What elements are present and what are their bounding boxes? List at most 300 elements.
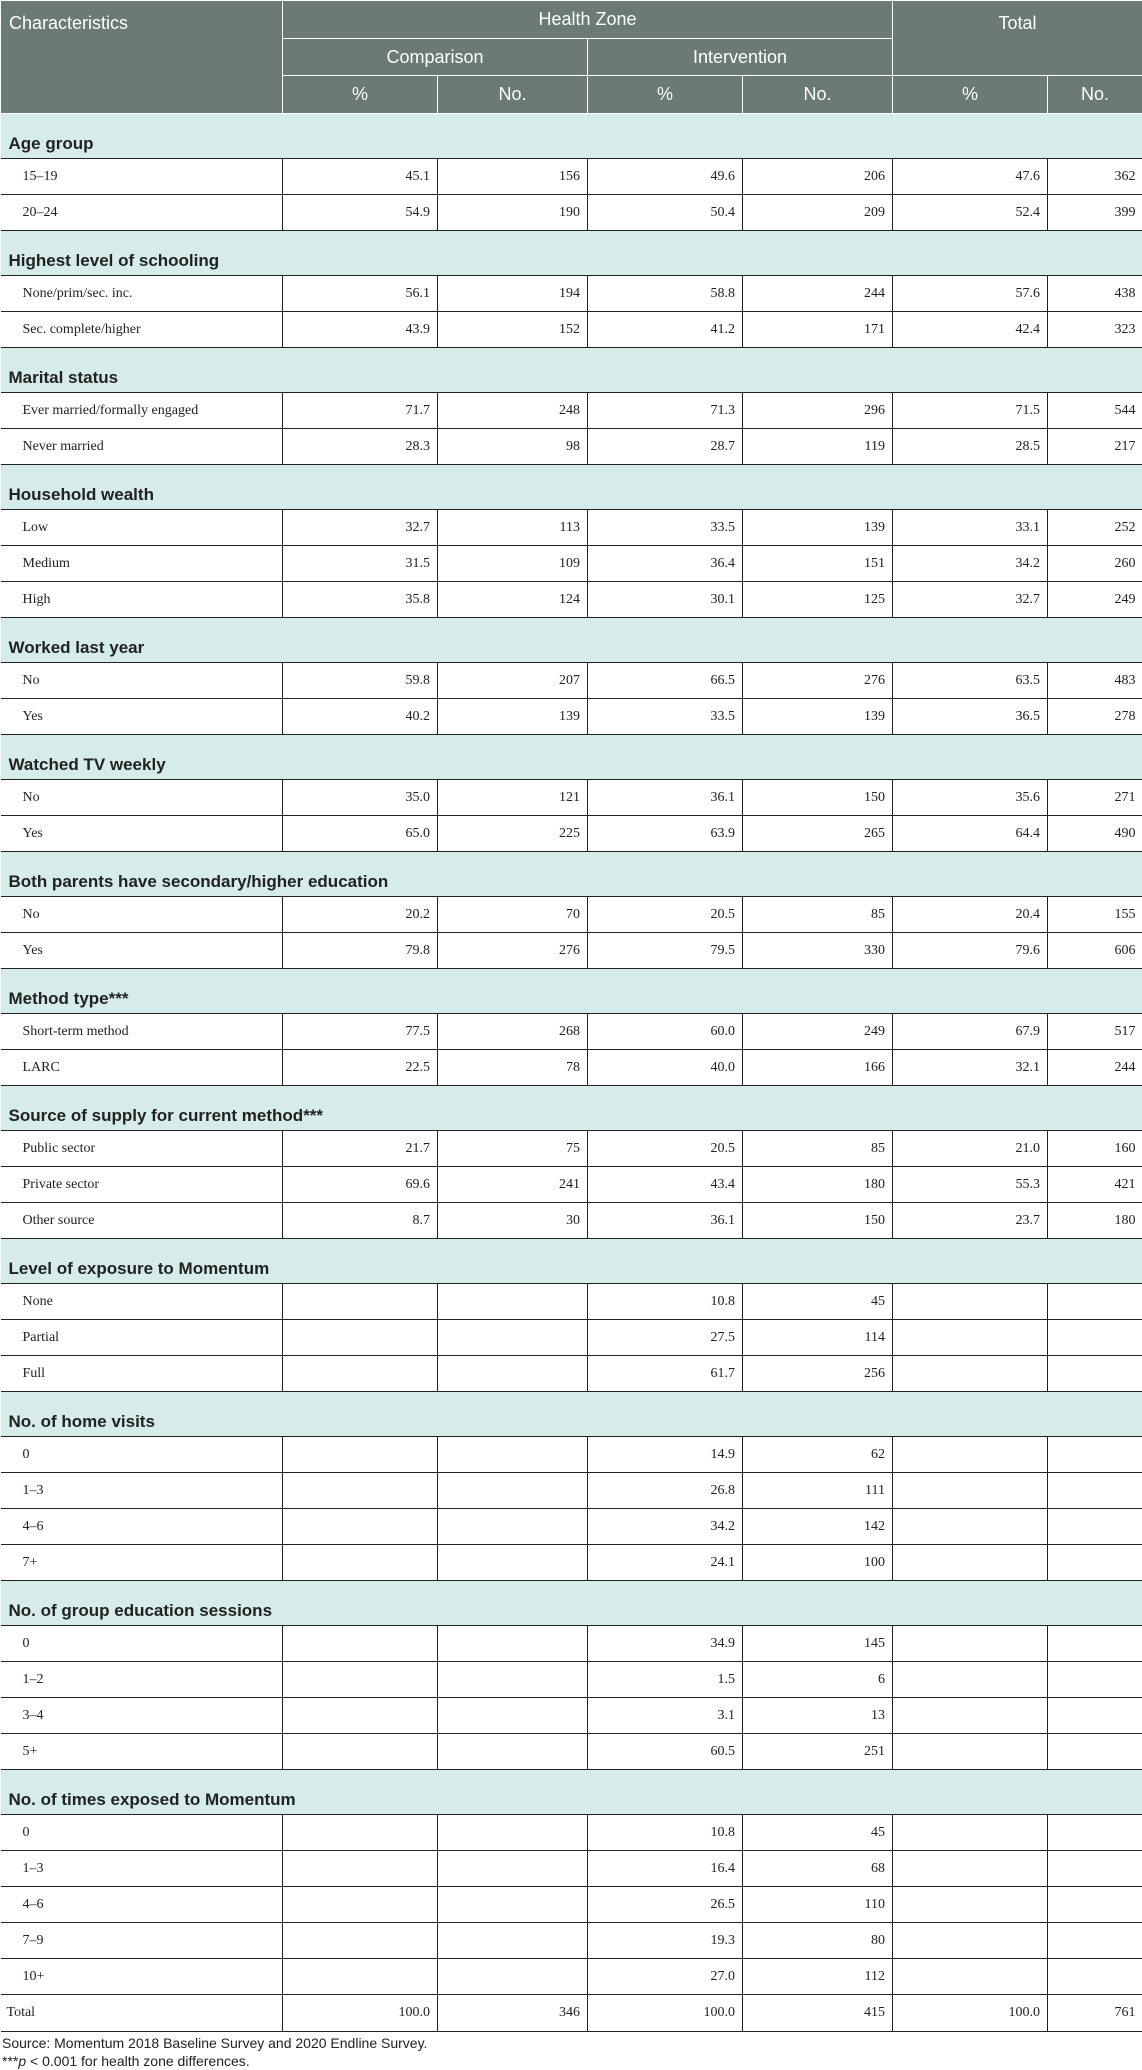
row-cell — [283, 1509, 438, 1545]
row-cell: 271 — [1048, 780, 1142, 816]
row-cell: 190 — [438, 195, 588, 231]
row-cell: 265 — [743, 816, 893, 852]
row-cell — [1048, 1923, 1142, 1959]
section-row — [1, 114, 1142, 159]
row-cell — [1048, 1851, 1142, 1887]
row-cell: 119 — [743, 429, 893, 465]
row-cell: 32.7 — [893, 582, 1048, 618]
row-cell: 62 — [743, 1437, 893, 1473]
section-row — [1, 1770, 1142, 1815]
row-cell — [893, 1509, 1048, 1545]
row-cell: 111 — [743, 1473, 893, 1509]
row-cell: 256 — [743, 1356, 893, 1392]
row-label: Yes — [1, 699, 283, 735]
row-label: Yes — [1, 933, 283, 969]
row-cell: 20.5 — [588, 897, 743, 933]
row-cell: 75 — [438, 1131, 588, 1167]
table-row — [1, 1014, 1142, 1050]
section-title: No. of times exposed to Momentum — [1, 1770, 1142, 1815]
total-cell: 100.0 — [893, 1995, 1048, 2032]
row-label: Medium — [1, 546, 283, 582]
table-row — [1, 393, 1142, 429]
row-cell — [893, 1887, 1048, 1923]
section-title: Marital status — [1, 348, 1142, 393]
table-row — [1, 1356, 1142, 1392]
row-cell — [1048, 1545, 1142, 1581]
row-cell — [283, 1698, 438, 1734]
row-cell: 20.5 — [588, 1131, 743, 1167]
row-cell: 33.5 — [588, 510, 743, 546]
row-label: Ever married/formally engaged — [1, 393, 283, 429]
row-label: High — [1, 582, 283, 618]
section-row — [1, 1581, 1142, 1626]
row-cell: 330 — [743, 933, 893, 969]
row-cell: 77.5 — [283, 1014, 438, 1050]
row-cell: 156 — [438, 159, 588, 195]
row-cell: 248 — [438, 393, 588, 429]
row-cell: 67.9 — [893, 1014, 1048, 1050]
header-comparison-pct: % — [283, 76, 438, 114]
row-cell: 260 — [1048, 546, 1142, 582]
row-cell: 249 — [743, 1014, 893, 1050]
table-notes — [0, 2034, 1142, 2070]
table-row — [1, 1203, 1142, 1239]
table-row — [1, 1437, 1142, 1473]
row-cell — [438, 1698, 588, 1734]
row-cell: 180 — [743, 1167, 893, 1203]
header-health-zone: Health Zone — [283, 1, 893, 39]
row-label: Public sector — [1, 1131, 283, 1167]
row-cell: 23.7 — [893, 1203, 1048, 1239]
row-cell: 145 — [743, 1626, 893, 1662]
total-cell: 761 — [1048, 1995, 1142, 2032]
row-cell: 33.5 — [588, 699, 743, 735]
row-cell — [893, 1473, 1048, 1509]
row-cell: 251 — [743, 1734, 893, 1770]
row-cell: 40.2 — [283, 699, 438, 735]
row-label: Short-term method — [1, 1014, 283, 1050]
section-title: Watched TV weekly — [1, 735, 1142, 780]
row-cell — [893, 1356, 1048, 1392]
row-cell: 36.4 — [588, 546, 743, 582]
row-cell: 276 — [743, 663, 893, 699]
row-cell: 10.8 — [588, 1284, 743, 1320]
row-cell: 78 — [438, 1050, 588, 1086]
row-cell: 45 — [743, 1815, 893, 1851]
row-cell: 32.1 — [893, 1050, 1048, 1086]
table-row — [1, 663, 1142, 699]
table-row — [1, 1545, 1142, 1581]
row-cell: 217 — [1048, 429, 1142, 465]
row-cell: 483 — [1048, 663, 1142, 699]
row-cell — [438, 1356, 588, 1392]
row-cell: 58.8 — [588, 276, 743, 312]
row-cell — [283, 1284, 438, 1320]
table-row — [1, 429, 1142, 465]
row-cell — [438, 1887, 588, 1923]
row-cell — [893, 1626, 1048, 1662]
row-cell: 52.4 — [893, 195, 1048, 231]
row-label: Never married — [1, 429, 283, 465]
row-cell: 21.0 — [893, 1131, 1048, 1167]
table-row — [1, 510, 1142, 546]
table-row — [1, 276, 1142, 312]
row-cell: 296 — [743, 393, 893, 429]
row-cell: 43.9 — [283, 312, 438, 348]
header-comparison: Comparison — [283, 39, 588, 76]
row-cell: 50.4 — [588, 195, 743, 231]
section-title: Highest level of schooling — [1, 231, 1142, 276]
section-row — [1, 465, 1142, 510]
row-cell: 323 — [1048, 312, 1142, 348]
table-row — [1, 159, 1142, 195]
row-cell: 249 — [1048, 582, 1142, 618]
row-cell: 244 — [1048, 1050, 1142, 1086]
row-cell: 142 — [743, 1509, 893, 1545]
row-cell — [283, 1437, 438, 1473]
row-cell: 150 — [743, 780, 893, 816]
row-cell: 151 — [743, 546, 893, 582]
row-cell: 160 — [1048, 1131, 1142, 1167]
row-cell — [283, 1356, 438, 1392]
row-cell: 30.1 — [588, 582, 743, 618]
significance-note — [2, 2052, 1142, 2070]
row-cell: 79.6 — [893, 933, 1048, 969]
row-cell: 194 — [438, 276, 588, 312]
row-cell: 71.3 — [588, 393, 743, 429]
row-cell: 399 — [1048, 195, 1142, 231]
row-label: Yes — [1, 816, 283, 852]
row-cell: 152 — [438, 312, 588, 348]
row-cell: 55.3 — [893, 1167, 1048, 1203]
row-label: None/prim/sec. inc. — [1, 276, 283, 312]
row-cell: 139 — [743, 510, 893, 546]
row-cell: 244 — [743, 276, 893, 312]
row-label: LARC — [1, 1050, 283, 1086]
row-cell — [1048, 1887, 1142, 1923]
row-cell: 57.6 — [893, 276, 1048, 312]
row-cell — [438, 1320, 588, 1356]
header-characteristics: Characteristics — [1, 1, 283, 114]
sig-stars: *** — [2, 2053, 18, 2069]
row-cell — [1048, 1815, 1142, 1851]
row-cell: 139 — [743, 699, 893, 735]
row-cell — [893, 1284, 1048, 1320]
section-title: No. of home visits — [1, 1392, 1142, 1437]
row-cell: 35.6 — [893, 780, 1048, 816]
row-cell — [283, 1923, 438, 1959]
row-label: Partial — [1, 1320, 283, 1356]
row-cell: 150 — [743, 1203, 893, 1239]
source-note: Source: Momentum 2018 Baseline Survey and 2020 Endline Survey. — [2, 2034, 1142, 2052]
header-intervention: Intervention — [588, 39, 893, 76]
row-cell — [438, 1734, 588, 1770]
row-cell: 139 — [438, 699, 588, 735]
row-cell: 3.1 — [588, 1698, 743, 1734]
row-cell: 276 — [438, 933, 588, 969]
row-cell: 36.1 — [588, 780, 743, 816]
row-cell: 209 — [743, 195, 893, 231]
row-cell: 113 — [438, 510, 588, 546]
row-cell: 61.7 — [588, 1356, 743, 1392]
row-label: Other source — [1, 1203, 283, 1239]
header-intervention-no: No. — [743, 76, 893, 114]
row-cell — [893, 1662, 1048, 1698]
row-label: No — [1, 780, 283, 816]
table-row — [1, 1851, 1142, 1887]
row-label: 0 — [1, 1437, 283, 1473]
row-cell: 28.3 — [283, 429, 438, 465]
section-row — [1, 1392, 1142, 1437]
row-cell: 166 — [743, 1050, 893, 1086]
row-cell: 110 — [743, 1887, 893, 1923]
row-cell — [438, 1923, 588, 1959]
row-cell: 180 — [1048, 1203, 1142, 1239]
table-header — [1, 1, 1142, 114]
row-label: Private sector — [1, 1167, 283, 1203]
row-cell: 22.5 — [283, 1050, 438, 1086]
row-cell — [283, 1887, 438, 1923]
section-title: Age group — [1, 114, 1142, 159]
row-cell — [283, 1473, 438, 1509]
header-intervention-pct: % — [588, 76, 743, 114]
section-title: Method type*** — [1, 969, 1142, 1014]
row-label: 10+ — [1, 1959, 283, 1995]
row-cell: 79.5 — [588, 933, 743, 969]
row-cell: 28.7 — [588, 429, 743, 465]
row-label: 0 — [1, 1815, 283, 1851]
row-cell — [438, 1662, 588, 1698]
row-cell — [283, 1959, 438, 1995]
row-cell: 20.4 — [893, 897, 1048, 933]
row-cell: 70 — [438, 897, 588, 933]
row-cell: 421 — [1048, 1167, 1142, 1203]
table-row — [1, 1050, 1142, 1086]
row-cell — [893, 1320, 1048, 1356]
row-cell: 10.8 — [588, 1815, 743, 1851]
row-label: 5+ — [1, 1734, 283, 1770]
section-title: Household wealth — [1, 465, 1142, 510]
table-row — [1, 1320, 1142, 1356]
row-cell — [893, 1437, 1048, 1473]
row-cell — [1048, 1959, 1142, 1995]
row-cell: 6 — [743, 1662, 893, 1698]
row-cell — [438, 1815, 588, 1851]
table-row — [1, 816, 1142, 852]
row-cell — [438, 1437, 588, 1473]
row-cell: 268 — [438, 1014, 588, 1050]
header-comparison-no: No. — [438, 76, 588, 114]
row-cell: 26.5 — [588, 1887, 743, 1923]
row-cell: 34.2 — [893, 546, 1048, 582]
row-cell: 21.7 — [283, 1131, 438, 1167]
row-cell — [893, 1815, 1048, 1851]
row-cell — [1048, 1356, 1142, 1392]
row-cell: 26.8 — [588, 1473, 743, 1509]
row-label: 0 — [1, 1626, 283, 1662]
row-cell — [893, 1851, 1048, 1887]
row-cell: 85 — [743, 1131, 893, 1167]
row-label: 15–19 — [1, 159, 283, 195]
row-label: 4–6 — [1, 1887, 283, 1923]
row-cell: 109 — [438, 546, 588, 582]
section-row — [1, 1239, 1142, 1284]
row-cell: 79.8 — [283, 933, 438, 969]
row-cell: 124 — [438, 582, 588, 618]
row-label: Low — [1, 510, 283, 546]
row-cell — [283, 1320, 438, 1356]
table-row — [1, 312, 1142, 348]
row-cell — [893, 1698, 1048, 1734]
sig-text: < 0.001 for health zone differences. — [26, 2053, 250, 2069]
table-row — [1, 195, 1142, 231]
row-cell: 517 — [1048, 1014, 1142, 1050]
section-row — [1, 1086, 1142, 1131]
table-row — [1, 1167, 1142, 1203]
table-body — [1, 114, 1142, 2032]
row-label: Sec. complete/higher — [1, 312, 283, 348]
row-cell: 278 — [1048, 699, 1142, 735]
row-label: 1–3 — [1, 1851, 283, 1887]
row-cell: 33.1 — [893, 510, 1048, 546]
row-cell: 544 — [1048, 393, 1142, 429]
row-cell: 64.4 — [893, 816, 1048, 852]
table-row — [1, 1815, 1142, 1851]
row-cell: 20.2 — [283, 897, 438, 933]
row-cell — [438, 1851, 588, 1887]
total-cell: 100.0 — [283, 1995, 438, 2032]
row-cell: 31.5 — [283, 546, 438, 582]
table-row — [1, 1923, 1142, 1959]
table-row — [1, 582, 1142, 618]
row-label: No — [1, 897, 283, 933]
row-cell: 24.1 — [588, 1545, 743, 1581]
row-cell: 114 — [743, 1320, 893, 1356]
row-cell: 36.1 — [588, 1203, 743, 1239]
table-row — [1, 1626, 1142, 1662]
row-cell: 34.9 — [588, 1626, 743, 1662]
row-cell: 41.2 — [588, 312, 743, 348]
row-cell: 85 — [743, 897, 893, 933]
section-row — [1, 618, 1142, 663]
row-cell — [893, 1545, 1048, 1581]
total-cell: 415 — [743, 1995, 893, 2032]
row-cell: 32.7 — [283, 510, 438, 546]
header-total-no: No. — [1048, 76, 1142, 114]
row-cell: 45.1 — [283, 159, 438, 195]
row-cell: 14.9 — [588, 1437, 743, 1473]
row-cell — [438, 1473, 588, 1509]
row-cell: 241 — [438, 1167, 588, 1203]
total-cell: 346 — [438, 1995, 588, 2032]
table-row — [1, 1662, 1142, 1698]
row-cell — [1048, 1698, 1142, 1734]
section-row — [1, 735, 1142, 780]
row-label: 7–9 — [1, 1923, 283, 1959]
section-row — [1, 969, 1142, 1014]
row-cell: 65.0 — [283, 816, 438, 852]
table-row — [1, 780, 1142, 816]
row-cell: 43.4 — [588, 1167, 743, 1203]
section-row — [1, 348, 1142, 393]
row-cell: 34.2 — [588, 1509, 743, 1545]
table-row — [1, 1887, 1142, 1923]
row-cell: 30 — [438, 1203, 588, 1239]
header-total: Total — [893, 1, 1142, 76]
row-label: Full — [1, 1356, 283, 1392]
row-label: None — [1, 1284, 283, 1320]
row-cell — [893, 1734, 1048, 1770]
section-title: No. of group education sessions — [1, 1581, 1142, 1626]
row-cell: 35.8 — [283, 582, 438, 618]
row-cell: 19.3 — [588, 1923, 743, 1959]
table-row — [1, 897, 1142, 933]
row-cell: 438 — [1048, 276, 1142, 312]
row-label: No — [1, 663, 283, 699]
row-cell: 63.9 — [588, 816, 743, 852]
row-cell: 112 — [743, 1959, 893, 1995]
row-cell: 36.5 — [893, 699, 1048, 735]
table-row — [1, 1284, 1142, 1320]
row-cell: 66.5 — [588, 663, 743, 699]
row-cell: 27.5 — [588, 1320, 743, 1356]
row-cell: 98 — [438, 429, 588, 465]
row-cell — [283, 1851, 438, 1887]
row-label: 20–24 — [1, 195, 283, 231]
row-cell: 125 — [743, 582, 893, 618]
row-cell: 63.5 — [893, 663, 1048, 699]
row-cell: 56.1 — [283, 276, 438, 312]
row-label: 1–3 — [1, 1473, 283, 1509]
row-cell: 35.0 — [283, 780, 438, 816]
table-row — [1, 1734, 1142, 1770]
row-cell: 16.4 — [588, 1851, 743, 1887]
row-cell — [438, 1284, 588, 1320]
row-cell — [283, 1662, 438, 1698]
row-cell: 47.6 — [893, 159, 1048, 195]
table-row — [1, 1509, 1142, 1545]
row-cell: 1.5 — [588, 1662, 743, 1698]
row-cell — [1048, 1509, 1142, 1545]
section-title: Level of exposure to Momentum — [1, 1239, 1142, 1284]
row-cell: 171 — [743, 312, 893, 348]
row-cell: 490 — [1048, 816, 1142, 852]
header-total-pct: % — [893, 76, 1048, 114]
row-cell — [893, 1923, 1048, 1959]
sig-p: p — [18, 2053, 26, 2069]
table-row — [1, 699, 1142, 735]
row-cell: 42.4 — [893, 312, 1048, 348]
section-row — [1, 231, 1142, 276]
row-cell — [438, 1545, 588, 1581]
table-row — [1, 1473, 1142, 1509]
row-cell — [283, 1545, 438, 1581]
total-cell: 100.0 — [588, 1995, 743, 2032]
table-row — [1, 546, 1142, 582]
row-cell: 49.6 — [588, 159, 743, 195]
row-cell — [1048, 1320, 1142, 1356]
row-cell: 54.9 — [283, 195, 438, 231]
row-cell: 362 — [1048, 159, 1142, 195]
table-row — [1, 1131, 1142, 1167]
row-cell: 606 — [1048, 933, 1142, 969]
row-cell: 45 — [743, 1284, 893, 1320]
row-cell — [1048, 1284, 1142, 1320]
row-cell: 8.7 — [283, 1203, 438, 1239]
row-cell: 71.5 — [893, 393, 1048, 429]
row-cell — [893, 1959, 1048, 1995]
row-label: 1–2 — [1, 1662, 283, 1698]
